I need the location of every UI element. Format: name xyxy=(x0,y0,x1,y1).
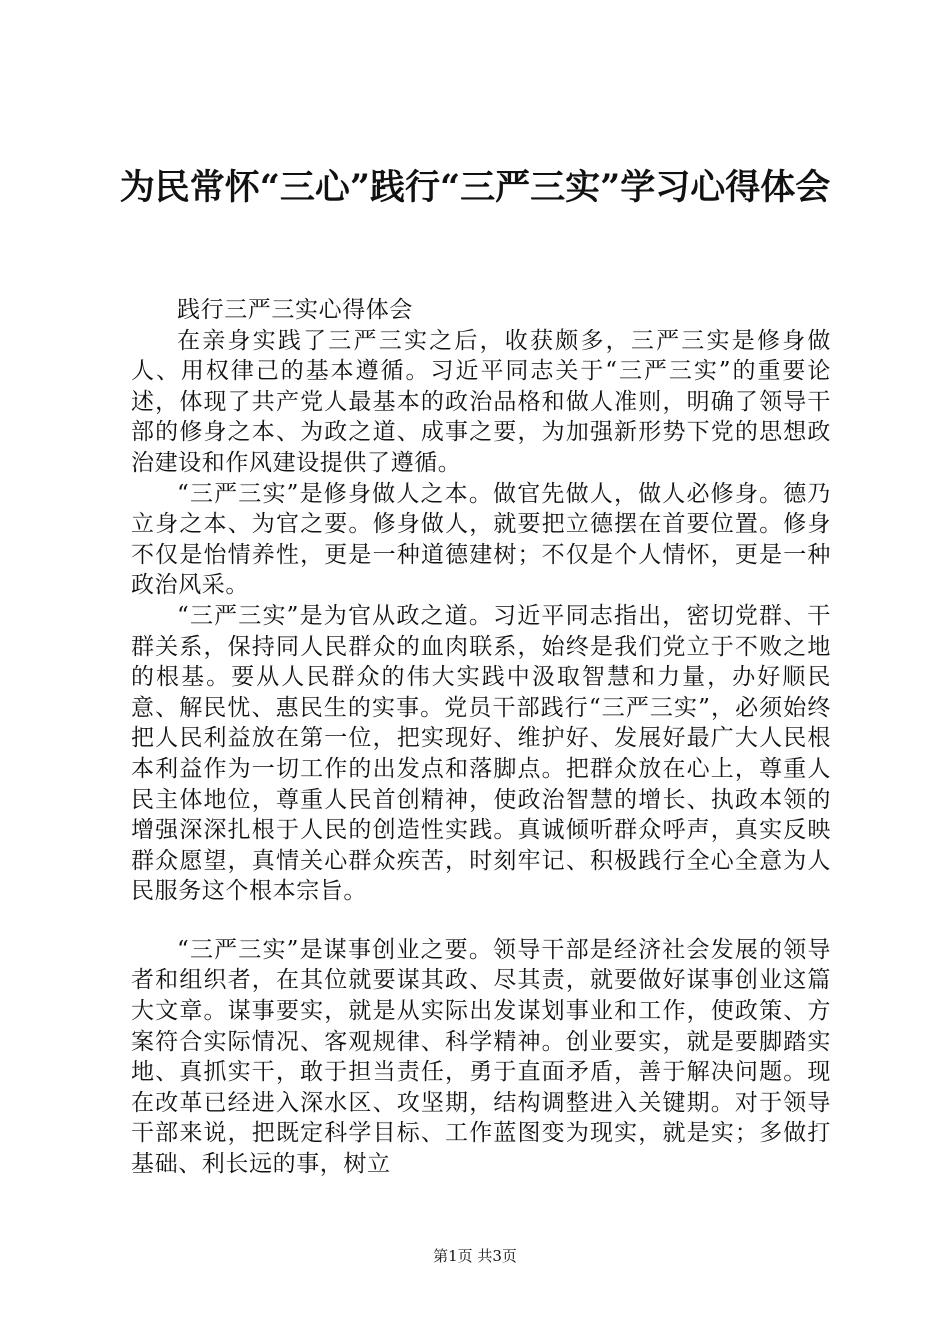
paragraph-governance: “三严三实”是为官从政之道。习近平同志指出，密切党群、干群关系，保持同人民群众的血肉联系，始终是我们党立于不败之地的根基。要从人民群众的伟大实践中汲取智慧和力量，办好顺民意、解民忧、惠民生的实事。党员干部践行“三严三实”，必须始终把人民利益放在第一位，把实现好、维护好、发展好最广大人民根本利益作为一切工作的出发点和落脚点。把群众放在心上，尊重人民主体地位，尊重人民首创精神，使政治智慧的增长、执政本领的增强深深扎根于人民的创造性实践。真诚倾听群众呼声，真实反映群众愿望，真情关心群众疾苦，时刻牢记、积极践行全心全意为人民服务这个根本宗旨。 xyxy=(131,602,831,905)
paragraph-self-cultivation: “三严三实”是修身做人之本。做官先做人，做人必修身。德乃立身之本、为官之要。修身做人，就要把立德摆在首要位置。修身不仅是怡情养性，更是一种道德建树；不仅是个人情怀，更是一种政治风采。 xyxy=(131,480,831,599)
paragraph-subtitle: 践行三严三实心得体会 xyxy=(177,297,413,323)
page-number: 第1页 共3页 xyxy=(433,1247,517,1265)
document-title: 为民常怀“三心”践行“三严三实”学习心得体会 xyxy=(119,167,831,208)
paragraph-enterprise: “三严三实”是谋事创业之要。领导干部是经济社会发展的领导者和组织者，在其位就要谋其政、尽其责，就要做好谋事创业这篇大文章。谋事要实，就是从实际出发谋划事业和工作，使政策、方案符合实际情况、客观规律、科学精神。创业要实，就是要脚踏实地、真抓实干，敢于担当责任，勇于直面矛盾，善于解决问题。现在改革已经进入深水区、攻坚期，结构调整进入关键期。对于领导干部来说，把既定科学目标、工作蓝图变为现实，就是实；多做打基础、利长远的事，树立 xyxy=(131,936,831,1178)
paragraph-intro: 在亲身实践了三严三实之后，收获颇多，三严三实是修身做人、用权律己的基本遵循。习近平同志关于“三严三实”的重要论述，体现了共产党人最基本的政治品格和做人准则，明确了领导干部的修身之本、为政之道、成事之要，为加强新形势下党的思想政治建设和作风建设提供了遵循。 xyxy=(131,327,831,476)
document-body xyxy=(131,295,831,1180)
